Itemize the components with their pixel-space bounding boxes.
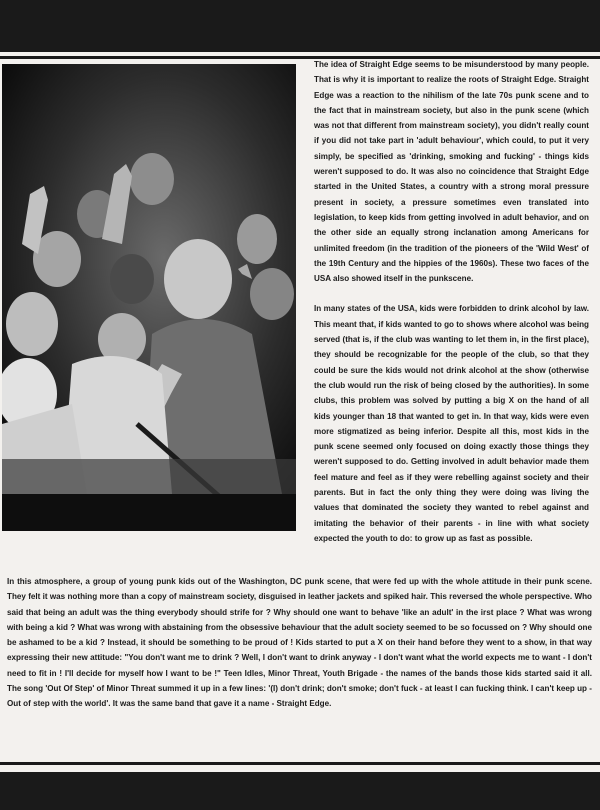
full-width-text bbox=[7, 574, 592, 712]
bottom-black-band bbox=[0, 772, 600, 810]
article-paragraph-2: In many states of the USA, kids were forbidden to drink alcohol by law. This meant that, if kids wanted to go to shows where alcohol was being served (that is, if the club was wanting to let them in, in the first place), they should be recognizable for the people of the club, so that they could be sure the kids would not drink alcohol at the show (otherwise the club would run the risk of being closed by the authorities). In some clubs, this problem was solved by putting a big X on the hand of all kids younger than 18 that wanted to get in. In that way, kids were even more stigmatized as being inferior. Despite all this, most kids in the punk scene seemed only focused on doing exactly those things they weren't supposed to do. Getting involved in adult behavior made them feel mature and feel as if they were rebelling against society and their parents. But in fact the only thing they were doing was living the values that dominated the society they wanted to rebel against and imitating the behavior of their parents - in line with what society expected the youth to do: to grow up as fast as possible. bbox=[314, 304, 589, 543]
right-text-column bbox=[314, 57, 589, 546]
concert-photo bbox=[2, 64, 296, 531]
article-paragraph-1: The idea of Straight Edge seems to be misunderstood by many people. That is why it is important to realize the roots of Straight Edge. Straight Edge was a reaction to the nihilism of the late 70s punk scene and to the fact that in mainstream society, but also in the punk scene (which was not that different from mainstream society), you didn't really count if you did not take part in 'adult behaviour', which could, to put it very simply, be specified as 'drinking, smoking and fucking' - things kids weren't supposed to do. It was also no coincidence that Straight Edge started in the United States, a country with a strong moral pressure present in society, a pressure sometimes even translated into legislation, to keep kids from getting involved in adult behavior, and on the other side an equally strong inclanation among Americans for unlimited freedom (in the tradition of the pioneers of the 'Wild West' of the 19th Century and the hippies of the 1960s). These two faces of the USA also showed itself in the punkscene. bbox=[314, 60, 589, 284]
top-black-band bbox=[0, 0, 600, 52]
article-paragraph-3: In this atmosphere, a group of young punk kids out of the Washington, DC punk scene, that were fed up with the whole attitude in their punk scene. They felt it was nothing more than a copy of mainstream society, disguised in leather jackets and spiked hair. This reversed the whole perspective. Who said that being an adult was the thing everybody should strife for ? Why should one want to behave 'like an adult' in the irst place ? What was wrong with being a kid ? What was wrong with abstaining from the obsessive behaviour that the adult society seemed to be so focussed on ? Why should one be ashamed to be a kid ? Instead, it should be something to be proud of ! Kids started to put a X on their hand before they went to a show, in that way expressing their new attitude: "You don't want me to drink ? Well, I don't want to drink anyway - I don't want what the world expects me to want - I don't need to fit in ! I'll decide for myself how I want to be !" Teen Idles, Minor Threat, Youth Brigade - the names of the bands those kids started said it all. The song 'Out Of Step' of Minor Threat summed it up in a few lines: '(I) don't drink; don't smoke; don't fuck - at least I can fucking think. I can't keep up - Out of step with the world'. It was the same band that gave it a name - Straight Edge. bbox=[7, 577, 592, 709]
bottom-rule-line bbox=[0, 762, 600, 765]
paragraph-spacer bbox=[314, 286, 589, 301]
crowd-photo-image bbox=[2, 64, 296, 494]
